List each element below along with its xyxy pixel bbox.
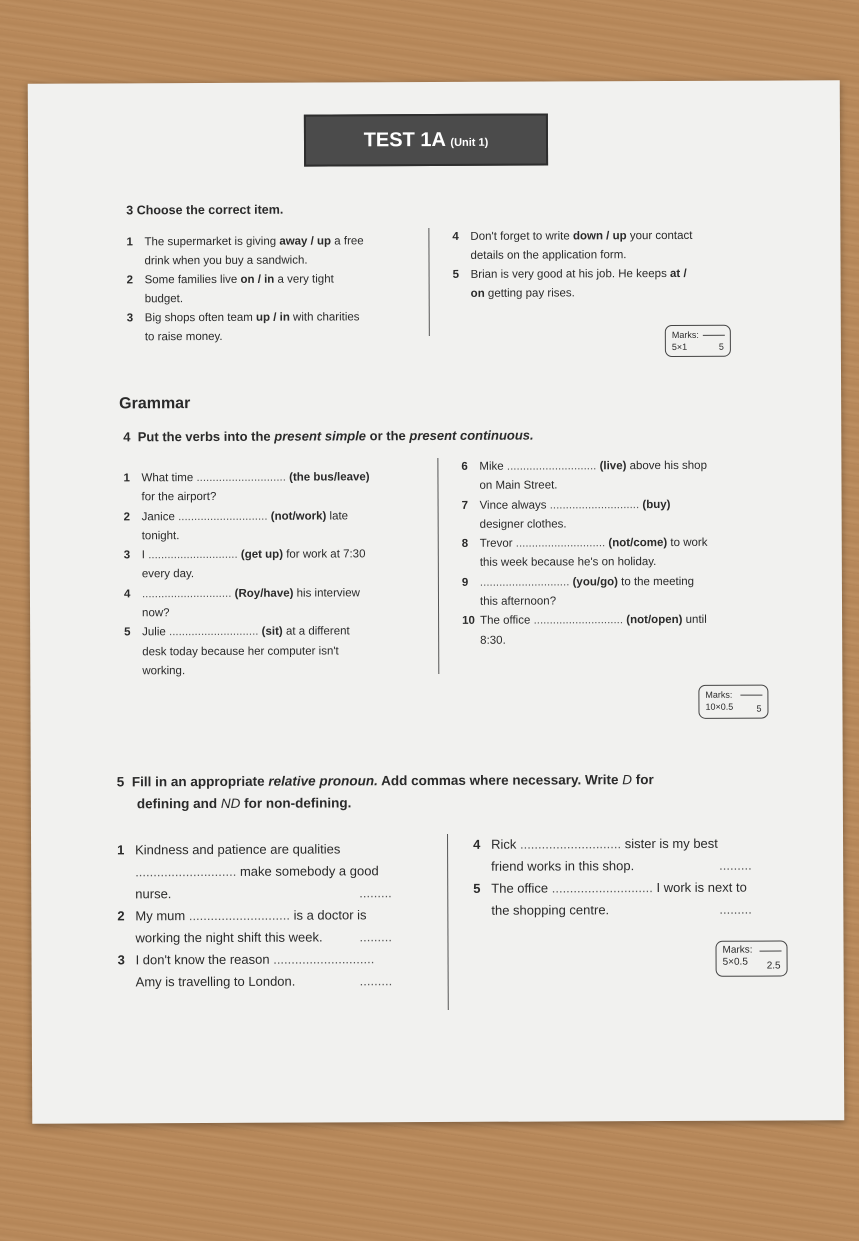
grammar-section-title: Grammar xyxy=(119,395,191,413)
ex4-item-4-line2: now? xyxy=(142,607,170,620)
ex4-item-1-line2: for the airport? xyxy=(141,491,217,504)
ex5-right-column xyxy=(473,832,793,921)
ex5-item-2-answer[interactable]: ......... xyxy=(359,929,393,945)
ex3-item-5-line2: on getting pay rises. xyxy=(470,287,575,300)
ex4-marks-box xyxy=(698,685,768,719)
test-title-banner xyxy=(304,114,548,167)
ex4-column-divider xyxy=(437,458,439,674)
marks-line xyxy=(760,950,782,951)
ex3-item-3: 3 Big shops often team up / in with charities xyxy=(126,311,360,325)
ex4-item-3: 3 I ............................ (get up) for work at 7:30 xyxy=(123,548,366,562)
ex3-left-column xyxy=(126,232,426,347)
marks-label: Marks: xyxy=(705,689,733,700)
ex4-item-2: 2 Janice ............................ (not/work) late xyxy=(123,509,349,523)
ex3-item-2-line2: budget. xyxy=(144,293,184,306)
ex5-item-1: 1 Kindness and patience are qualities xyxy=(117,841,341,858)
ex5-left-column xyxy=(117,838,408,993)
marks-calc: 5×0.5 xyxy=(722,956,748,968)
test-title: TEST 1A xyxy=(363,128,446,152)
ex4-item-3-line2: every day. xyxy=(141,568,195,581)
ex5-item-5-answer[interactable]: ......... xyxy=(719,901,752,917)
ex4-item-4: 4 ............................ (Roy/have) his interview xyxy=(123,587,360,601)
ex3-item-1: 1 The supermarket is giving away / up a free xyxy=(126,235,364,249)
ex5-item-3: 3 I don't know the reason ............................ xyxy=(117,951,375,968)
ex5-item-5: 5 The office ............................ I work is next to xyxy=(473,879,747,896)
ex5-item-1-line3: nurse. ......... xyxy=(117,882,407,905)
ex4-item-7-line2: designer clothes. xyxy=(479,518,567,531)
marks-line xyxy=(740,695,762,696)
ex4-item-8: 8 Trevor ............................ (not/come) to work xyxy=(461,537,708,551)
ex5-item-2: 2 My mum ............................ is a doctor is xyxy=(117,907,367,924)
ex3-item-4: 4 Don't forget to write down / up your contact xyxy=(452,229,693,243)
ex4-heading: 4 Put the verbs into the present simple or the present continuous. xyxy=(123,427,534,445)
marks-total: 5 xyxy=(756,703,762,714)
ex4-item-6: 6 Mike ............................ (live) above his shop xyxy=(461,459,707,473)
ex3-column-divider xyxy=(428,228,429,336)
marks-total: 2.5 xyxy=(766,960,781,972)
ex5-item-4-answer[interactable]: ......... xyxy=(719,857,752,873)
ex3-item-2: 2 Some families live on / in a very tight xyxy=(126,273,334,287)
ex5-item-1-line2: ............................ make somebody a good xyxy=(135,863,379,880)
ex5-marks-box xyxy=(715,940,787,976)
ex5-item-5-line2: the shopping centre. ......... xyxy=(473,898,793,921)
ex4-item-5-line3: working. xyxy=(142,665,186,678)
ex5-item-4: 4 Rick ............................ sister is my best xyxy=(473,835,718,852)
ex4-item-5: 5 Julie ............................ (sit) at a different xyxy=(124,625,350,639)
ex4-left-column xyxy=(123,468,434,682)
marks-label: Marks: xyxy=(671,329,699,340)
ex4-item-9-line2: this afternoon? xyxy=(479,595,557,608)
ex4-item-1: 1 What time ............................ (the bus/leave) xyxy=(123,471,370,485)
ex4-right-column xyxy=(461,456,792,650)
marks-line xyxy=(703,335,725,336)
ex5-heading: 5 Fill in an appropriate relative pronoun. Add commas where necessary. Write D for defining and ND for non-defining. xyxy=(116,772,654,812)
ex3-item-4-line2: details on the application form. xyxy=(470,249,627,262)
worksheet-page xyxy=(28,80,845,1124)
ex3-right-column xyxy=(452,227,752,304)
ex4-item-10-line2: 8:30. xyxy=(480,634,506,647)
ex5-item-3-answer[interactable]: ......... xyxy=(359,973,393,989)
marks-calc: 5×1 xyxy=(671,341,688,352)
ex4-item-5-line2: desk today because her computer isn't xyxy=(142,645,339,658)
marks-total: 5 xyxy=(718,341,724,352)
ex4-item-2-line2: tonight. xyxy=(141,530,180,543)
ex5-item-4-line2: friend works in this shop. ......... xyxy=(473,854,793,877)
ex3-item-3-line2: to raise money. xyxy=(144,330,223,344)
ex4-item-9: 9 ............................ (you/go) to the meeting xyxy=(461,575,695,589)
marks-label: Marks: xyxy=(722,944,753,956)
ex5-item-1-answer[interactable]: ......... xyxy=(359,885,392,901)
ex3-item-1-line2: drink when you buy a sandwich. xyxy=(144,254,308,268)
ex3-heading: 3 Choose the correct item. xyxy=(126,202,284,218)
ex4-item-6-line2: on Main Street. xyxy=(479,479,558,493)
ex3-item-5: 5 Brian is very good at his job. He keeps at / xyxy=(452,267,687,281)
ex4-item-8-line2: this week because he's on holiday. xyxy=(479,556,657,570)
ex5-item-3-line2: Amy is travelling to London. ......... xyxy=(118,970,408,993)
ex4-item-7: 7 Vince always ............................ (buy) xyxy=(461,498,671,512)
marks-calc: 10×0.5 xyxy=(705,701,734,712)
ex3-marks-box xyxy=(665,325,731,357)
ex4-item-10: 10 The office ............................ (not/open) until xyxy=(462,614,707,628)
ex5-column-divider xyxy=(447,834,449,1010)
test-unit: (Unit 1) xyxy=(450,136,489,149)
ex5-item-2-line2: working the night shift this week. ......... xyxy=(117,926,407,949)
